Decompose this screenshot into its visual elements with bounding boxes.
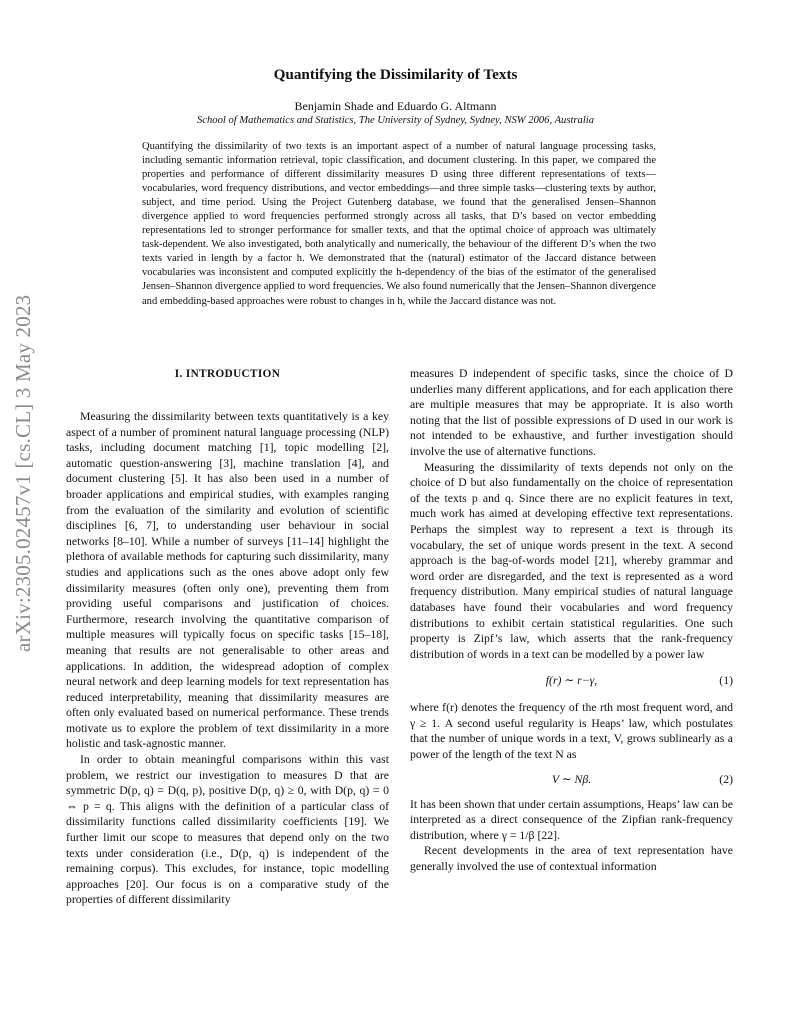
abstract: Quantifying the dissimilarity of two texts is an important aspect of a number of natural language processing tasks, including semantic information retrieval, topic classification, and document clustering. In this paper, we compared the properties and performance of different dissimilarity measures D using three different representations of texts—vocabularies, word frequency distributions, and vector embeddings—and three simple tasks—clustering texts by author, subject, and time period. Using the Project Gutenberg database, we found that the generalised Jensen–Shannon divergence applied to word frequencies performed strongly across all tasks, that D’s based on vector embedding representations led to stronger performance for smaller texts, and that the optimal choice of approach was ultimately task-dependent. We also investigated, both analytically and numerically, the behaviour of the different D’s when the two texts varied in length by a factor h. We demonstrated that the (natural) estimator of the Jaccard distance between vocabularies was inconsistent and computed explicitly the h-dependency of the bias of the estimator of the generalised Jensen–Shannon divergence applied to word frequencies. We also found numerically that the Jensen–Shannon divergence and embedding-based approaches were robust to changes in h, while the Jaccard distance was not. (142, 141, 656, 307)
paragraph: Recent developments in the area of text representation have generally involved the use of contextual information (410, 844, 733, 874)
equation-body: V ∼ Nβ. (551, 772, 592, 786)
paragraph: In order to obtain meaningful comparisons within this vast problem, we restrict our investigation to measures D that are symmetric D(p, q) = D(q, p), positive D(p, q) ≥ 0, with D(p, q) = 0 ⇔ p = q. This aligns with the definition of a particular class of dissimilarity functions called dissimilarity coefficients [19]. We further limit our scope to measures that depend only on the two texts under consideration (i.e., D(p, q) is independent of the remaining corpus). This excludes, for instance, topic modelling approaches [20]. Our focus is on a comparative study of the properties of different dissimilarity (66, 753, 389, 907)
authors: Benjamin Shade and Eduardo G. Altmann (294, 99, 497, 113)
paragraph: where f(r) denotes the frequency of the rth most frequent word, and γ ≥ 1. A second useful regularity is Heaps’ law, which postulates that the number of unique words in a text, V, grows sublinearly as a power of the length of the text N as (410, 701, 733, 762)
equation-zipf (410, 662, 733, 700)
paragraph: Measuring the dissimilarity between texts quantitatively is a key aspect of a number of prominent natural language processing (NLP) tasks, including document matching [1], topic modelling [2], automatic question-answering [3], machine translation [4], and document clustering [5]. It has also been used in a number of broader applications and empirical studies, with examples ranging from the evaluation of the similarity and evolution of scientific disciplines [6, 7], to understanding user behaviour in social networks [8–10]. While a number of surveys [11–14] highlight the plethora of available methods for capturing such dissimilarity, many studies and applications such as the ones above adopt only few dissimilarity measures (often only one), preventing them from providing useful comparisons and justification of choices. Furthermore, research involving the quantitative comparison of multiple measures will typically focus on specific tasks [15–18], meaning that results are not generalisable to other areas and applications. In addition, the widespread adoption of complex neural network and deep learning models for text representation has reduced interpretability, meaning that dissimilarity measures are often only evaluated based on numerical performance. These trends motivate us to explore the problem of text dissimilarity in a more holistic and task-agnostic manner. (66, 410, 389, 751)
paragraph: Measuring the dissimilarity of texts depends not only on the choice of D but also fundamentally on the choice of representation of the texts p and q. Since there are no explicit features in text, much work has aimed at developing effective text representations. Perhaps the simplest way to represent a text is through its vocabulary, the set of unique words present in the text. A second approach is the bag-of-words model [21], whereby grammar and word order are disregarded, and the text is represented as a word frequency distribution. Many empirical studies of natural language databases have found their vocabularies and word frequency distributions to exhibit certain statistical regularities. One such property is Zipf’s law, which asserts that the rank-frequency distribution of words in a text can be modelled by a power law (410, 460, 733, 661)
right-column (410, 366, 733, 875)
equation-body: f(r) ∼ r−γ, (545, 674, 598, 688)
affiliation: School of Mathematics and Statistics, The University of Sydney, Sydney, NSW 2006, Australia (196, 115, 595, 126)
equation-heaps (410, 763, 733, 797)
paper-title: Quantifying the Dissimilarity of Texts (273, 66, 518, 83)
paragraph: It has been shown that under certain assumptions, Heaps’ law can be interpreted as a direct consequence of the Zipfian rank-frequency distribution, where γ = 1/β [22]. (410, 797, 733, 842)
section-heading-introduction: I. INTRODUCTION (174, 368, 281, 380)
paragraph: measures D independent of specific tasks, since the choice of D underlies many different applications, and for each application there are multiple measures that may be appropriate. It is also worth noting that the list of possible expressions of D used in our work is not intended to be exhaustive, and further investigation should involve the use of alternative functions. (410, 367, 733, 458)
left-column (66, 366, 389, 908)
equation-number: (1) (719, 674, 733, 688)
equation-number: (2) (719, 772, 733, 786)
arxiv-identifier-stamp: arXiv:2305.02457v1 [cs.CL] 3 May 2023 (11, 294, 35, 652)
